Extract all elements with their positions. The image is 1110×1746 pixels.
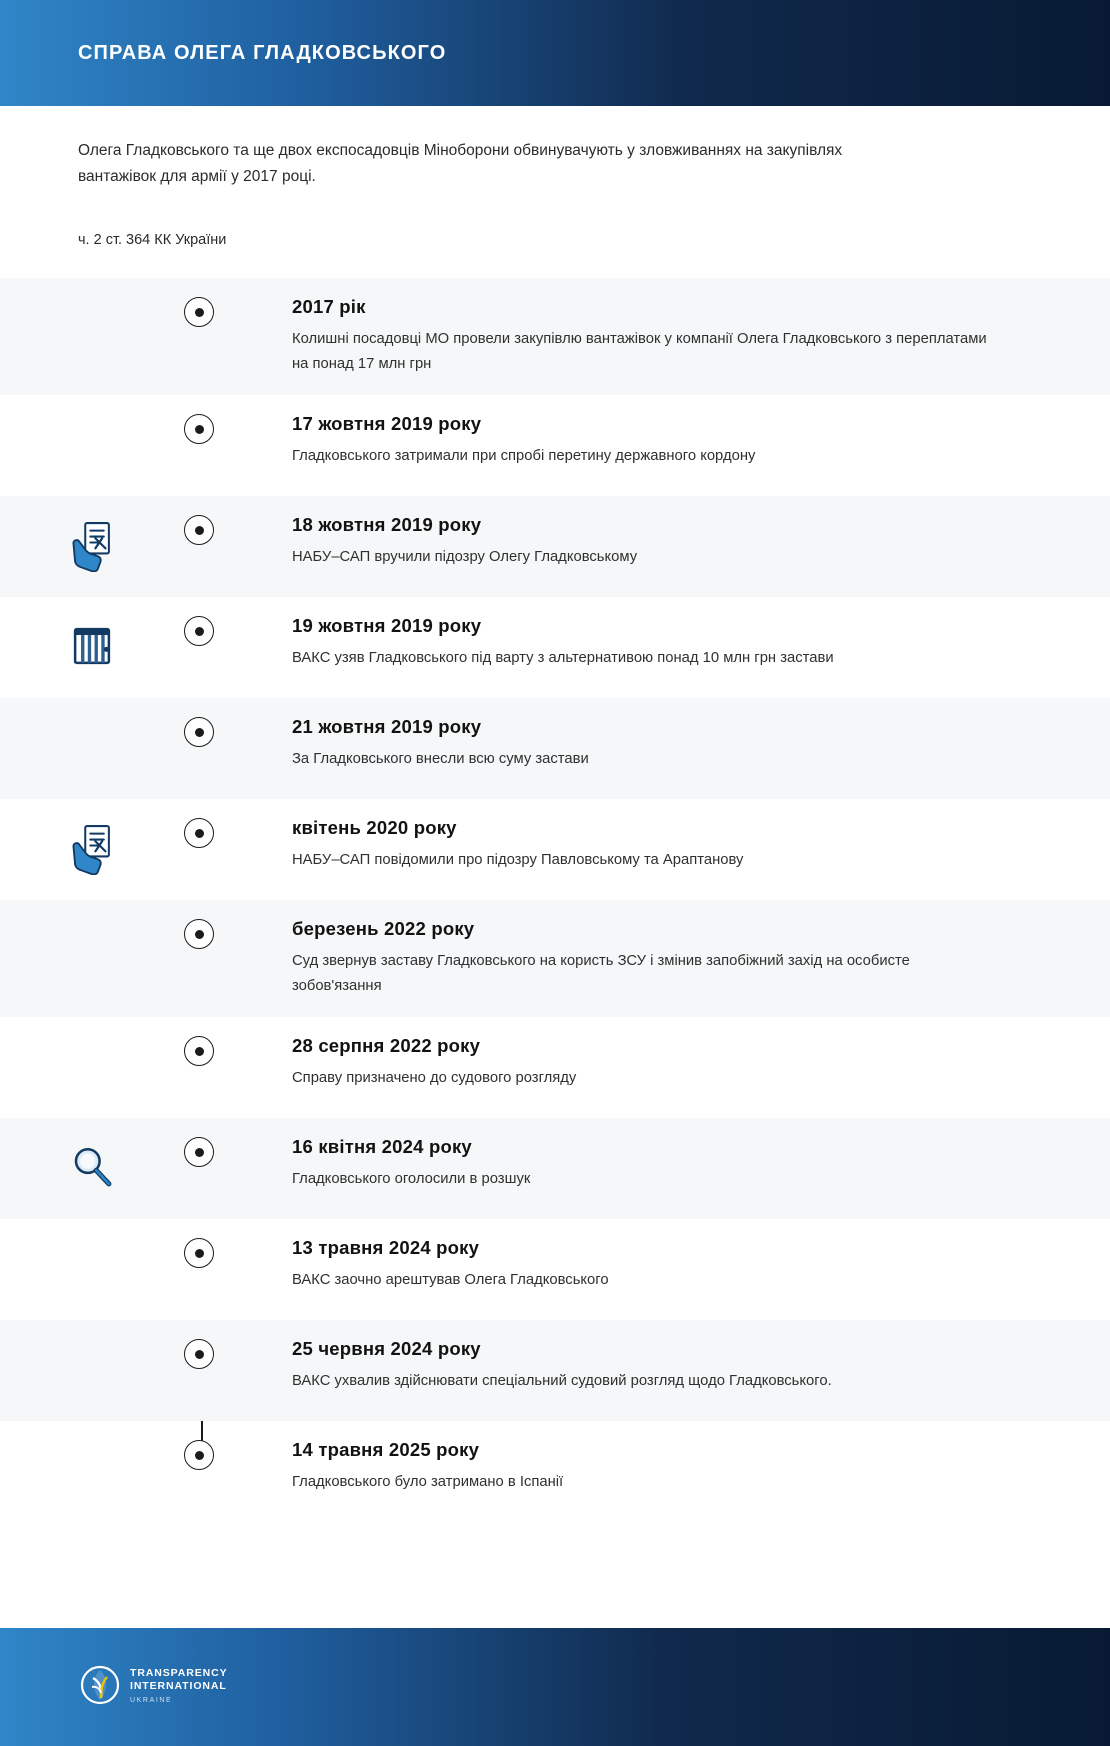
ti-logo-line1: TRANSPARENCY xyxy=(130,1667,228,1679)
timeline-event-description: Колишні посадовці МО провели закупівлю вантажівок у компанії Олега Гладковського з переплатами на понад 17 млн грн xyxy=(292,331,987,372)
timeline-event-icon-slot xyxy=(0,1320,184,1342)
timeline-event xyxy=(0,496,1110,597)
timeline-event-icon-slot xyxy=(0,1017,184,1039)
timeline-event-date: 28 серпня 2022 року xyxy=(292,1035,481,1056)
timeline-event-content xyxy=(220,1219,1110,1311)
timeline-event-date: березень 2022 року xyxy=(292,918,475,939)
timeline-event-description: Гладковського було затримано в Іспанії xyxy=(292,1474,564,1490)
timeline-event-date: квітень 2020 року xyxy=(292,817,457,838)
timeline-marker-dot xyxy=(184,515,214,545)
ti-logo-icon xyxy=(80,1665,120,1710)
magnifier-icon xyxy=(65,1140,119,1194)
timeline-event-date: 2017 рік xyxy=(292,296,366,317)
timeline-event-description: Суд звернув заставу Гладковського на користь ЗСУ і змінив запобіжний захід на особисте зобов'язання xyxy=(292,953,910,994)
timeline-marker-dot xyxy=(184,818,214,848)
timeline-event-description: НАБУ–САП повідомили про підозру Павловському та Араптанову xyxy=(292,852,744,868)
timeline-event-date: 17 жовтня 2019 року xyxy=(292,413,482,434)
timeline-event-content xyxy=(220,496,1110,588)
timeline-event-content xyxy=(220,278,1110,395)
timeline-event-content xyxy=(220,597,1110,689)
timeline-event-icon-slot xyxy=(0,698,184,720)
intro-summary: Олега Гладковського та ще двох експосадовців Міноборони обвинувачують у зловживаннях на закупівлях вантажівок для армії у 2017 році. xyxy=(78,142,843,185)
timeline-event-date: 18 жовтня 2019 року xyxy=(292,514,482,535)
timeline-event-content xyxy=(220,799,1110,891)
timeline-event-description: НАБУ–САП вручили підозру Олегу Гладковському xyxy=(292,549,638,565)
timeline-event-content xyxy=(220,1421,1110,1513)
timeline-event-icon-slot xyxy=(0,1219,184,1241)
timeline-event-date: 13 травня 2024 року xyxy=(292,1237,480,1258)
timeline-event xyxy=(0,1118,1110,1219)
timeline-event-date: 21 жовтня 2019 року xyxy=(292,716,482,737)
timeline-event xyxy=(0,900,1110,1017)
timeline-event xyxy=(0,395,1110,496)
page-header xyxy=(0,0,1110,106)
timeline-event-icon-slot xyxy=(0,597,184,673)
timeline-event-icon-slot xyxy=(0,496,184,572)
intro-article-reference: ч. 2 ст. 364 КК України xyxy=(78,232,227,248)
timeline-event-description: За Гладковського внесли всю суму застави xyxy=(292,751,589,767)
timeline-event-content xyxy=(220,1320,1110,1412)
timeline-marker-dot xyxy=(184,1137,214,1167)
ti-logo-text xyxy=(130,1668,228,1706)
timeline-event-icon-slot xyxy=(0,1421,184,1443)
timeline-event xyxy=(0,1017,1110,1118)
timeline-event-date: 14 травня 2025 року xyxy=(292,1439,480,1460)
timeline-event-date: 16 квітня 2024 року xyxy=(292,1136,472,1157)
timeline-event-description: Гладковського оголосили в розшук xyxy=(292,1171,531,1187)
timeline-event-date: 25 червня 2024 року xyxy=(292,1338,481,1359)
timeline-marker-dot xyxy=(184,1339,214,1369)
timeline-event-date: 19 жовтня 2019 року xyxy=(292,615,482,636)
timeline-marker-dot xyxy=(184,919,214,949)
document-hand-icon xyxy=(65,518,119,572)
timeline-event-description: Справу призначено до судового розгляду xyxy=(292,1070,577,1086)
timeline-event xyxy=(0,278,1110,395)
timeline-marker-dot xyxy=(184,1238,214,1268)
timeline-event-content xyxy=(220,1118,1110,1210)
timeline-event-content xyxy=(220,900,1110,1017)
timeline-event-content xyxy=(220,1017,1110,1109)
timeline-event xyxy=(0,597,1110,698)
intro-section xyxy=(0,106,1110,248)
timeline-marker-dot xyxy=(184,616,214,646)
page-title: СПРАВА ОЛЕГА ГЛАДКОВСЬКОГО xyxy=(78,41,447,64)
ti-logo-line3: UKRAINE xyxy=(130,1697,173,1704)
document-hand-icon xyxy=(65,821,119,875)
timeline-marker-dot xyxy=(184,717,214,747)
timeline-event xyxy=(0,1421,1110,1522)
timeline-event-description: ВАКС ухвалив здійснювати спеціальний судовий розгляд щодо Гладковського. xyxy=(292,1373,832,1389)
timeline-event-description: ВАКС заочно арештував Олега Гладковського xyxy=(292,1272,609,1288)
timeline-event-icon-slot xyxy=(0,900,184,922)
timeline-event xyxy=(0,799,1110,900)
timeline-event-icon-slot xyxy=(0,799,184,875)
timeline-event-description: Гладковського затримали при спробі перетину державного кордону xyxy=(292,448,756,464)
timeline-marker-dot xyxy=(184,1440,214,1470)
timeline-event-icon-slot xyxy=(0,1118,184,1194)
timeline-marker-dot xyxy=(184,414,214,444)
timeline-event xyxy=(0,1320,1110,1421)
page-footer xyxy=(0,1628,1110,1746)
timeline-marker-dot xyxy=(184,297,214,327)
timeline-event-icon-slot xyxy=(0,278,184,300)
timeline-marker-dot xyxy=(184,1036,214,1066)
timeline-event-content xyxy=(220,395,1110,487)
ti-logo-line2: INTERNATIONAL xyxy=(130,1680,227,1692)
timeline-event-description: ВАКС узяв Гладковського під варту з альтернативою понад 10 млн грн застави xyxy=(292,650,834,666)
prison-bars-icon xyxy=(65,619,119,673)
timeline-event-content xyxy=(220,698,1110,790)
timeline-event-icon-slot xyxy=(0,395,184,417)
timeline xyxy=(0,278,1110,1522)
timeline-event xyxy=(0,1219,1110,1320)
timeline-event xyxy=(0,698,1110,799)
ti-ukraine-logo xyxy=(80,1665,228,1710)
